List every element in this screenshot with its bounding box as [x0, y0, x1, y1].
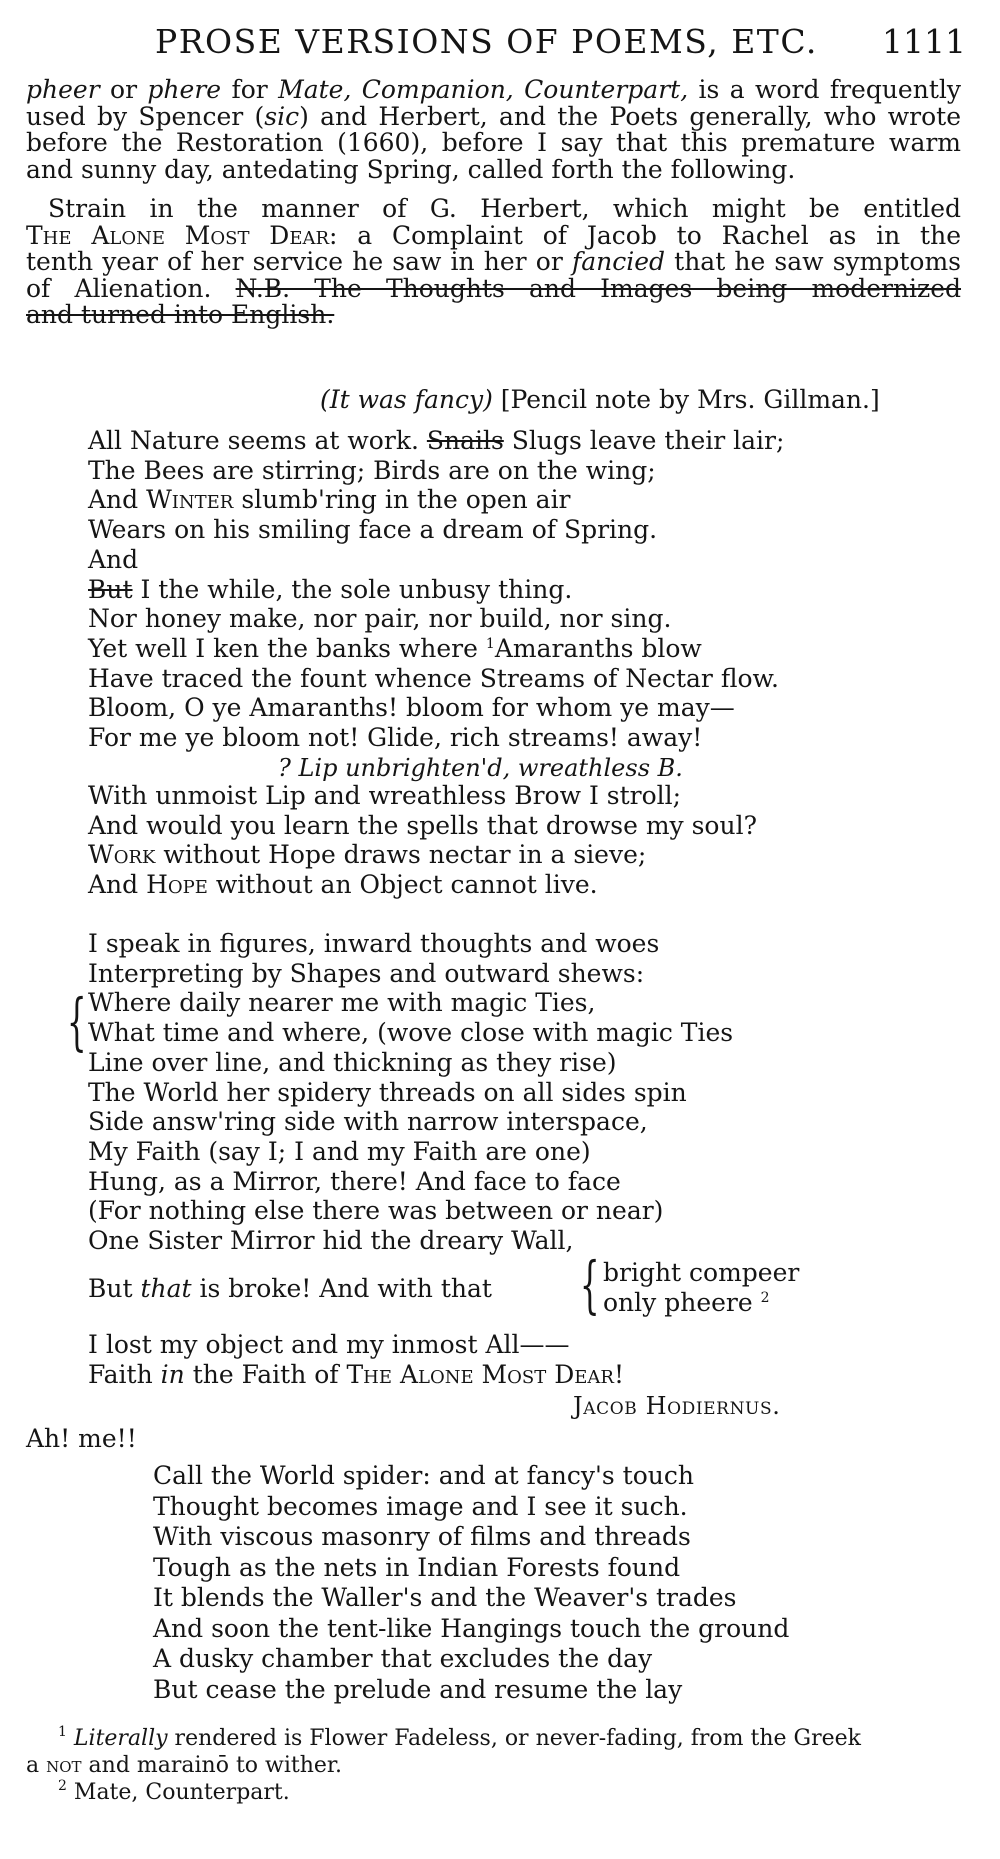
word-winter: Winter — [146, 485, 234, 515]
word-hope: Hope — [146, 870, 208, 900]
title-alone-most-dear: The Alone Most Dear — [26, 220, 330, 250]
text: Faith — [88, 1359, 161, 1389]
text: But — [88, 1274, 141, 1303]
footnote-1-cont — [26, 1752, 861, 1779]
text: for — [221, 75, 279, 104]
word-in: in — [160, 1359, 185, 1389]
word-sic: sic — [264, 101, 300, 131]
text: slumb'ring in the open air — [233, 485, 571, 515]
verse-line: One Sister Mirror hid the dreary Wall, — [88, 1226, 574, 1256]
verse-line: (For nothing else there was between or near) — [88, 1196, 664, 1226]
verse-line: What time and where, (wove close with magic Ties — [88, 1018, 734, 1048]
intro-line — [26, 101, 961, 131]
note-text: [Pencil note by Mrs. Gillman.] — [492, 385, 880, 414]
text: Amaranths blow — [494, 633, 702, 663]
running-head: PROSE VERSIONS OF POEMS, ETC. — [155, 22, 818, 61]
verse-line: Thought becomes image and I see it such. — [153, 1491, 688, 1521]
verse-line — [88, 634, 784, 664]
verse-line: And soon the tent-like Hangings touch the ground — [153, 1613, 790, 1643]
verse-line: Tough as the nets in Indian Forests found — [153, 1552, 681, 1582]
text: without Hope draws nectar in a sieve; — [155, 840, 647, 870]
text: Yet well I ken the banks where — [88, 633, 486, 663]
text: that he saw symptoms — [665, 247, 962, 276]
verse-line: My Faith (say I; I and my Faith are one) — [88, 1136, 591, 1166]
verse-line: Have traced the fount whence Streams of Nectar flow. — [88, 663, 779, 693]
struck-text: N.B. The Thoughts and Images being modernized — [235, 273, 962, 303]
verse-line: And would you learn the spells that drowse my soul? — [88, 810, 757, 840]
stanza-three — [153, 1461, 789, 1705]
exclamation: Ah! me!! — [26, 1424, 137, 1453]
verse-line: With viscous masonry of films and threads — [153, 1522, 691, 1551]
text: of Alienation. — [26, 273, 236, 303]
variant-line — [88, 1248, 888, 1328]
signature: Jacob Hodiernus. — [573, 1392, 781, 1420]
footnotes — [26, 1725, 861, 1806]
text: All Nature seems at work. — [88, 426, 427, 455]
verse-line: Hung, as a Mirror, there! And face to face — [88, 1166, 621, 1196]
verse-line: The World her spidery threads on all sides spin — [88, 1077, 687, 1107]
strain-line — [26, 273, 962, 303]
variant-option: bright compeer — [603, 1258, 800, 1287]
marginal-gloss: ? Lip unbrighten'd, wreathless B. — [278, 754, 683, 782]
text: or — [99, 75, 148, 104]
page-header — [0, 22, 1000, 62]
footnote-ref: 2 — [760, 1290, 770, 1306]
word-literally: Literally — [73, 1726, 168, 1751]
verse-line — [88, 870, 757, 900]
intro-line: before the Restoration (1660), before I say that this premature warm — [26, 128, 961, 157]
variant-lead — [88, 1274, 492, 1303]
verse-line — [88, 426, 784, 456]
stanza-two — [88, 929, 733, 1256]
text: a — [26, 1753, 47, 1778]
verse-line — [88, 575, 784, 605]
variant-option — [603, 1288, 770, 1317]
struck-text: Snails — [426, 426, 504, 455]
strain-line: Strain in the manner of G. Herbert, which might be entitled — [48, 194, 961, 223]
verse-line: Line over line, and thickning as they rise) — [88, 1047, 617, 1077]
strain-paragraph — [26, 196, 961, 329]
text: ) and Herbert, and the Poets generally, who wrote — [299, 101, 961, 131]
verse-line: Bloom, O ye Amaranths! bloom for whom ye may— — [88, 693, 735, 723]
text: And — [88, 870, 147, 900]
verse-line: The Bees are stirring; Birds are on the wing; — [88, 455, 656, 485]
word-pheer: pheer — [26, 75, 100, 104]
pencil-note — [320, 385, 880, 414]
stanza-two-end — [88, 1330, 624, 1389]
verse-line — [88, 1360, 624, 1390]
text: used by Spencer ( — [26, 101, 265, 131]
intro-paragraph — [26, 77, 961, 183]
text: is a word frequently — [688, 75, 961, 104]
struck-text: and turned into English. — [26, 300, 335, 329]
alternative-brace: { — [66, 985, 87, 1058]
text: the Faith of — [184, 1359, 347, 1389]
verse-line: For me ye bloom not! Glide, rich streams! away! — [88, 723, 703, 753]
stanza-one-end — [88, 781, 757, 900]
text: rendered is Flower Fadeless, or never-fading, from the Greek — [167, 1726, 862, 1751]
text: And — [88, 485, 147, 515]
verse-line: Wears on his smiling face a dream of Spring. — [88, 515, 658, 545]
footnote-ref: 1 — [485, 635, 495, 652]
footnote-marker: 2 — [58, 1778, 67, 1794]
variant-brace: { — [579, 1248, 600, 1321]
note-italic: (It was fancy) — [320, 385, 493, 414]
text: without an Object cannot live. — [207, 870, 598, 900]
strain-line — [26, 302, 961, 329]
verse-line — [88, 485, 784, 515]
verse-line: Nor honey make, nor pair, nor build, nor sing. — [88, 604, 672, 634]
verse-line: Side answ'ring side with narrow interspace, — [88, 1107, 648, 1137]
struck-text: But — [88, 574, 133, 604]
strain-line — [26, 220, 961, 250]
verse-line: But cease the prelude and resume the lay — [153, 1674, 683, 1704]
word-work: Work — [88, 840, 156, 870]
verse-line: Interpreting by Shapes and outward shews: — [88, 958, 645, 988]
word-not: not — [46, 1753, 82, 1778]
title-alone-most-dear: The Alone Most Dear — [346, 1359, 614, 1389]
text: ! — [613, 1359, 624, 1389]
text: I the while, the sole unbusy thing. — [132, 574, 573, 604]
verse-line — [88, 840, 757, 870]
footnote-2 — [26, 1779, 861, 1806]
verse-line: Where daily nearer me with magic Ties, — [88, 988, 596, 1018]
text: tenth year of her service he saw in her or — [26, 247, 572, 276]
strain-line — [26, 249, 961, 276]
verse-line: A dusky chamber that excludes the day — [153, 1644, 653, 1673]
footnote-1 — [26, 1725, 861, 1752]
word-that: that — [140, 1274, 192, 1303]
word-phere: phere — [147, 75, 222, 104]
intro-line: and sunny day, antedating Spring, called forth the following. — [26, 154, 796, 184]
verse-line: With unmoist Lip and wreathless Brow I stroll; — [88, 781, 682, 810]
text: is broke! And with that — [191, 1274, 492, 1303]
text: Slugs leave their lair; — [503, 426, 785, 455]
word-fancied: fancied — [571, 247, 665, 276]
word-mate: Mate, Companion, Counterpart, — [278, 75, 689, 104]
verse-line: And — [88, 544, 139, 574]
page-number: 1111 — [882, 22, 966, 61]
verse-line: Call the World spider: and at fancy's touch — [153, 1461, 694, 1490]
verse-line: It blends the Waller's and the Weaver's trades — [153, 1583, 737, 1612]
stanza-one — [88, 426, 784, 753]
text: Mate, Counterpart. — [66, 1780, 290, 1805]
text: only pheere — [603, 1288, 753, 1317]
footnote-marker: 1 — [58, 1724, 67, 1740]
text: : a Complaint of Jacob to Rachel as in the — [329, 220, 961, 250]
text: and marainō to wither. — [81, 1753, 343, 1778]
verse-line: I speak in figures, inward thoughts and woes — [88, 929, 660, 958]
verse-line: I lost my object and my inmost All—— — [88, 1330, 570, 1359]
intro-line — [26, 77, 961, 104]
